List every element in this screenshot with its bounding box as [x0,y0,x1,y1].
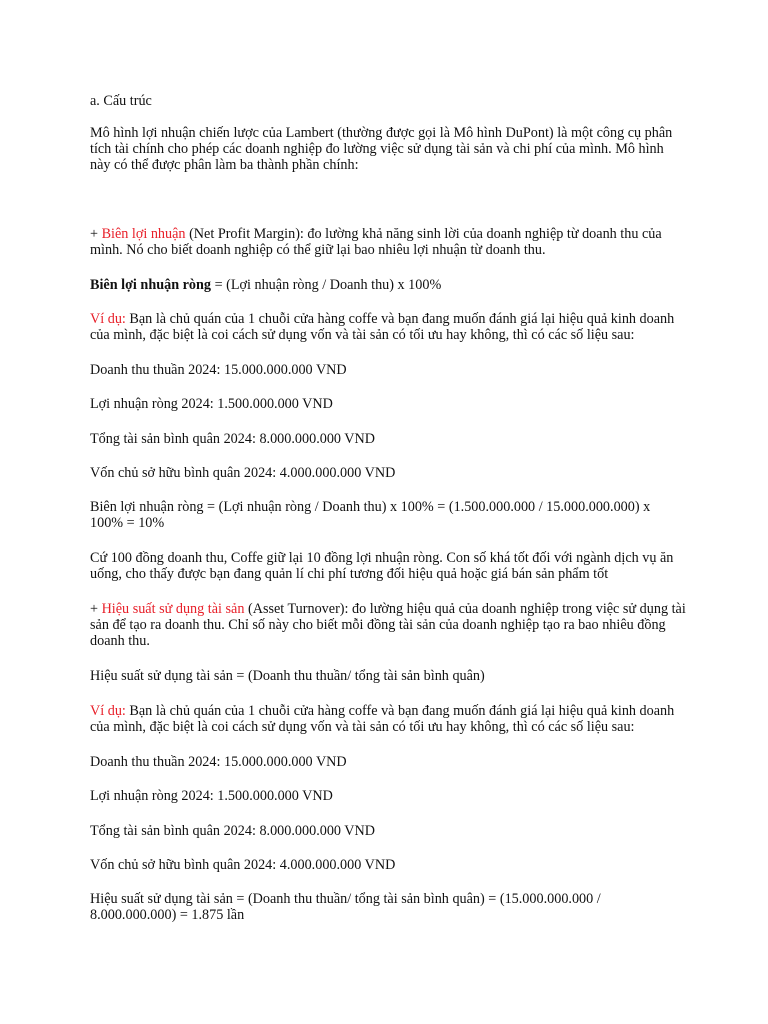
npm-formula-label: Biên lợi nhuận ròng [90,277,212,293]
at-example-text: Bạn là chủ quán của 1 chuỗi cửa hàng coffe và bạn đang muốn đánh giá lại hiệu quả kinh doanh của mình, đặc biệt là coi cách sử dụng vốn và tài sản có tối ưu hay không, thì có các số liệu sau: [90,703,675,735]
at-data-total-assets: Tổng tài sản bình quân 2024: 8.000.000.000 VND [90,823,376,839]
npm-calculation: Biên lợi nhuận ròng = (Lợi nhuận ròng / Doanh thu) x 100% = (1.500.000.000 / 15.000.000.000) x 100% = 10% [90,499,651,531]
intro-paragraph: Mô hình lợi nhuận chiến lược của Lambert (thường được gọi là Mô hình DuPont) là một công cụ phân tích tài chính cho phép các doanh nghiệp đo lường việc sử dụng tài sản và chi phí của mình. Mô hình này có thể được phân làm ba thành phần chính: [90,125,673,173]
npm-example-text: Bạn là chủ quán của 1 chuỗi cửa hàng coffe và bạn đang muốn đánh giá lại hiệu quả kinh doanh của mình, đặc biệt là coi cách sử dụng vốn và tài sản có tối ưu hay không, thì có các số liệu sau: [90,311,675,343]
at-term: Hiệu suất sử dụng tài sản [101,601,245,617]
npm-data-net-profit: Lợi nhuận ròng 2024: 1.500.000.000 VND [90,396,333,412]
section-heading: a. Cấu trúc [90,93,152,109]
npm-data-revenue: Doanh thu thuần 2024: 15.000.000.000 VND [90,362,347,378]
npm-data-equity: Vốn chủ sở hữu bình quân 2024: 4.000.000.000 VND [90,465,396,481]
at-example-label: Ví dụ: [90,703,126,719]
npm-description: (Net Profit Margin): đo lường khả năng sinh lời của doanh nghiệp từ doanh thu của mình. Nó cho biết doanh nghiệp có thể giữ lại bao nhiêu lợi nhuận từ doanh thu. [90,226,662,258]
at-definition [90,601,686,649]
npm-term: Biên lợi nhuận [101,226,186,242]
at-data-revenue: Doanh thu thuần 2024: 15.000.000.000 VND [90,754,347,770]
npm-prefix: + [90,226,102,242]
at-prefix: + [90,601,102,617]
at-description: (Asset Turnover): đo lường hiệu quả của doanh nghiệp trong việc sử dụng tài sản để tạo ra doanh thu. Chỉ số này cho biết mỗi đồng tài sản của doanh nghiệp tạo ra bao nhiêu đồng doanh thu. [90,601,686,649]
at-data-equity: Vốn chủ sở hữu bình quân 2024: 4.000.000.000 VND [90,857,396,873]
npm-example-label: Ví dụ: [90,311,126,327]
npm-definition [90,226,686,258]
at-example [90,703,686,735]
npm-data-total-assets: Tổng tài sản bình quân 2024: 8.000.000.000 VND [90,431,376,447]
npm-conclusion: Cứ 100 đồng doanh thu, Coffe giữ lại 10 đồng lợi nhuận ròng. Con số khá tốt đối với ngành dịch vụ ăn uống, cho thấy được bạn đang quản lí chi phí tương đối hiệu quả hoặc giá bán sản phẩm tốt [90,550,674,582]
npm-formula-rest: = (Lợi nhuận ròng / Doanh thu) x 100% [211,277,442,293]
npm-example [90,311,686,343]
at-data-net-profit: Lợi nhuận ròng 2024: 1.500.000.000 VND [90,788,333,804]
at-calculation: Hiệu suất sử dụng tài sản = (Doanh thu thuần/ tổng tài sản bình quân) = (15.000.000.000 / 8.000.000.000) = 1.875 lần [90,891,601,923]
npm-formula [90,277,686,293]
at-formula: Hiệu suất sử dụng tài sản = (Doanh thu thuần/ tổng tài sản bình quân) [90,668,485,684]
